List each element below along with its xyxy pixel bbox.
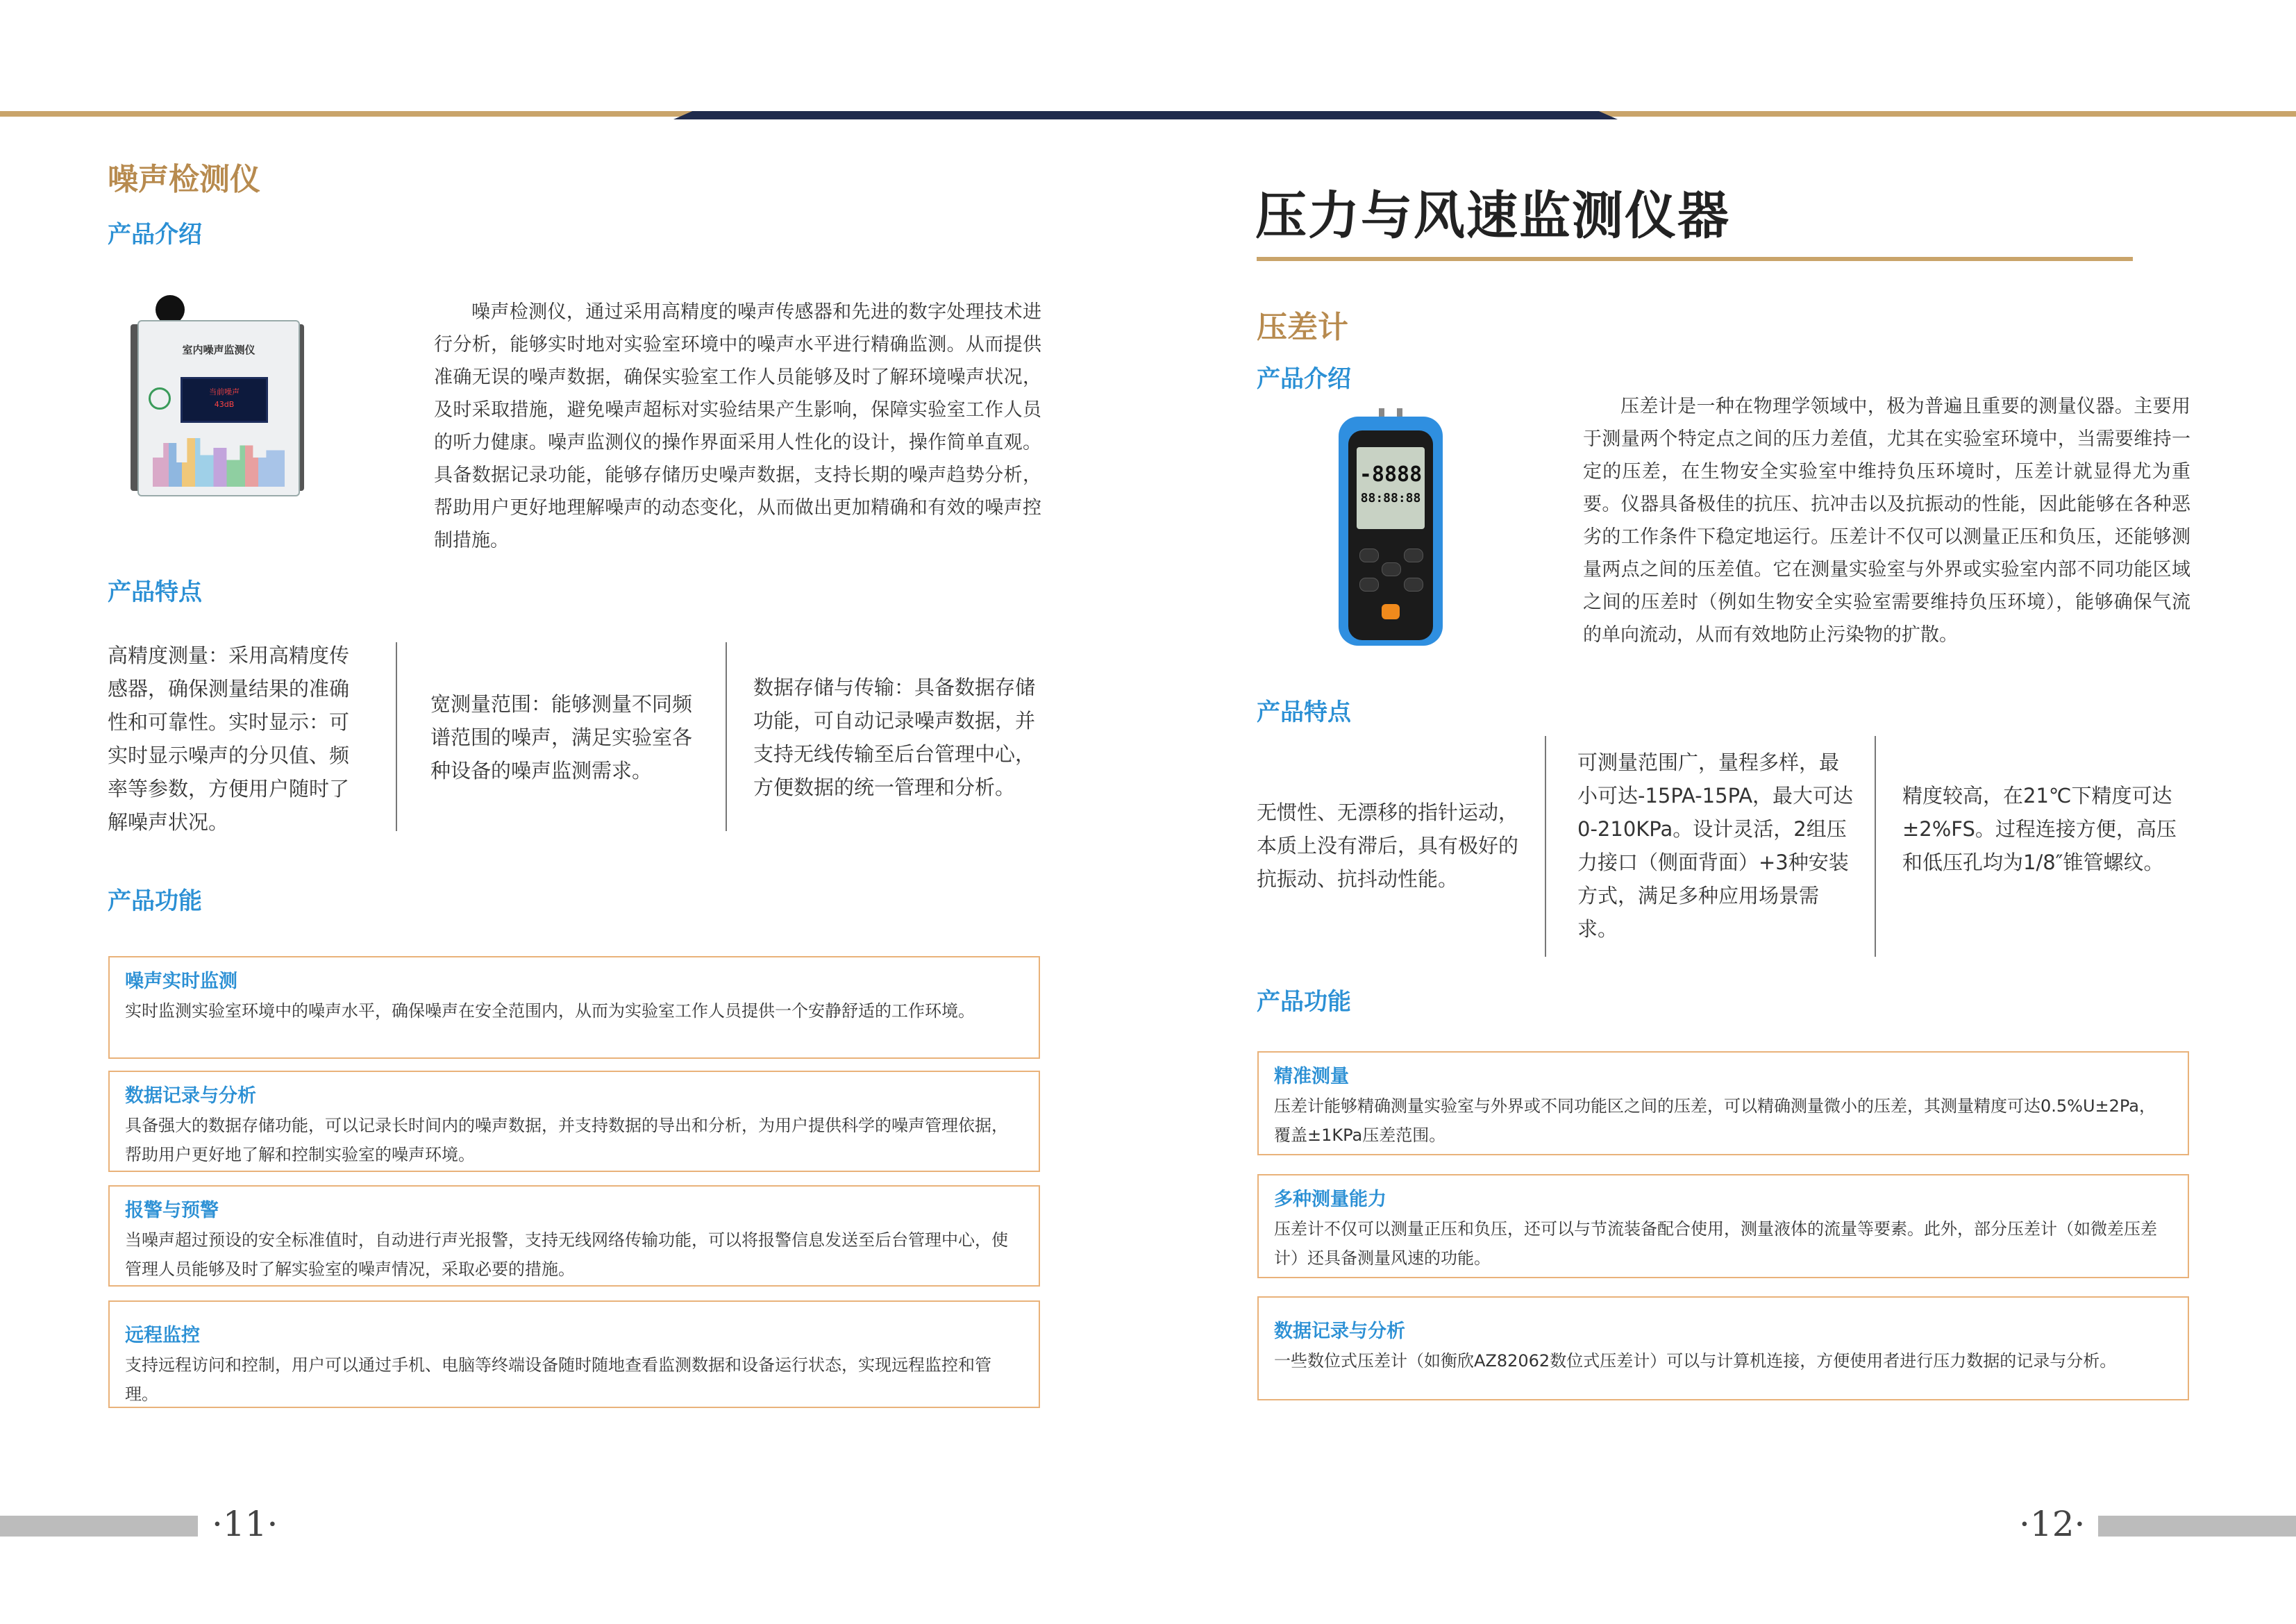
city-illustration <box>153 438 285 487</box>
function-text: 压差计不仅可以测量正压和负压，还可以与节流装备配合使用，测量液体的流量等要素。此外，部分压差计（如微差压差计）还具备测量风速的功能。 <box>1274 1219 2157 1268</box>
footer-bar-right <box>2098 1516 2296 1537</box>
right-section-title: 压差计 <box>1257 310 1348 345</box>
header-navy-bar <box>673 111 1618 119</box>
feature-divider <box>726 642 727 831</box>
function-title: 报警与预警 <box>125 1200 219 1221</box>
right-main-title: 压力与风速监测仪器 <box>1255 186 1730 246</box>
right-intro-heading: 产品介绍 <box>1257 365 1351 393</box>
noise-meter-image <box>131 316 304 496</box>
footer-bar-left <box>0 1516 198 1537</box>
left-features-heading: 产品特点 <box>108 578 202 606</box>
function-title: 远程监控 <box>125 1325 200 1346</box>
left-function-card <box>108 1300 1040 1408</box>
feature-divider <box>396 642 397 831</box>
page-number-right: ·12· <box>2019 1504 2086 1544</box>
function-title: 精准测量 <box>1274 1066 1349 1087</box>
function-title: 数据记录与分析 <box>125 1085 256 1107</box>
function-text: 当噪声超过预设的安全标准值时，自动进行声光报警，支持无线网络传输功能，可以将报警信息发送至后台管理中心，使管理人员能够及时了解实验室的噪声情况，采取必要的措施。 <box>125 1230 1008 1279</box>
feature-divider <box>1545 736 1546 957</box>
title-underline <box>1257 257 2133 261</box>
left-function-card <box>108 1071 1040 1172</box>
right-intro-text: 压差计是一种在物理学领域中，极为普遍且重要的测量仪器。主要用于测量两个特定点之间的压力差值，尤其在实验室环境中，当需要维持一定的压差，在生物安全实验室中维持负压环境时，压差计就显得尤为重要。仪器具备极佳的抗压、抗冲击以及抗振动的性能，因此能够在各种恶劣的工作条件下稳定地运行。压差计不仅可以测量正压和负压，还能够测量两点之间的压差值。它在测量实验室与外界或实验室内部不同功能区域之间的压差时（例如生物安全实验室需要维持负压环境），能够确保气流的单向流动，从而有效地防止污染物的扩散。 <box>1583 396 2190 646</box>
function-title: 多种测量能力 <box>1274 1189 1386 1210</box>
function-title: 数据记录与分析 <box>1274 1321 1405 1342</box>
function-text: 一些数位式压差计（如衡欣AZ82062数位式压差计）可以与计算机连接，方便使用者进行压力数据的记录与分析。 <box>1274 1351 2117 1371</box>
lcd-display: -8888 88:88:88 <box>1357 447 1425 529</box>
left-function-card <box>108 956 1040 1059</box>
device-label: 室内噪声监测仪 <box>182 344 255 356</box>
left-feature-2: 宽测量范围：能够测量不同频谱范围的噪声，满足实验室各种设备的噪声监测需求。 <box>430 692 693 782</box>
page-number-left: ·11· <box>212 1504 278 1544</box>
function-text: 支持远程访问和控制，用户可以通过手机、电脑等终端设备随时随地查看监测数据和设备运行状态，实现远程监控和管理。 <box>125 1355 991 1404</box>
left-feature-1: 高精度测量：采用高精度传感器，确保测量结果的准确性和可靠性。实时显示：可实时显示噪声的分贝值、频率等参数，方便用户随时了解噪声状况。 <box>108 644 350 834</box>
device-screen: 当前噪声 43dB <box>181 377 268 423</box>
right-features-heading: 产品特点 <box>1257 698 1351 726</box>
right-function-card <box>1257 1051 2189 1155</box>
right-function-card <box>1257 1174 2189 1278</box>
right-feature-2: 可测量范围广，量程多样，最小可达-15PA-15PA，最大可达0-210KPa。设计灵活，2组压力接口（侧面背面）+3种安装方式，满足多种应用场景需求。 <box>1577 751 1854 941</box>
feature-divider <box>1875 736 1876 957</box>
function-text: 压差计能够精确测量实验室与外界或不同功能区之间的压差，可以精确测量微小的压差，其测量精度可达0.5%U±2Pa，覆盖±1KPa压差范围。 <box>1274 1096 2156 1145</box>
left-section-title: 噪声检测仪 <box>108 162 260 197</box>
right-feature-3: 精度较高，在21℃下精度可达±2%FS。过程连接方便，高压和低压孔均为1/8″锥管螺纹。 <box>1902 784 2177 874</box>
power-button-icon <box>1382 604 1400 619</box>
right-functions-heading: 产品功能 <box>1257 988 1351 1016</box>
function-text: 实时监测实验室环境中的噪声水平，确保噪声在安全范围内，从而为实验室工作人员提供一个安静舒适的工作环境。 <box>125 1001 975 1021</box>
function-title: 噪声实时监测 <box>125 971 237 992</box>
pressure-gauge-image <box>1339 408 1443 648</box>
left-intro-heading: 产品介绍 <box>108 221 202 249</box>
left-function-card <box>108 1185 1040 1287</box>
right-feature-1: 无惯性、无漂移的指针运动，本质上没有滞后，具有极好的抗振动、抗抖动性能。 <box>1257 801 1519 891</box>
function-text: 具备强大的数据存储功能，可以记录长时间内的噪声数据，并支持数据的导出和分析，为用户提供科学的噪声管理依据，帮助用户更好地了解和控制实验室的噪声环境。 <box>125 1116 1008 1164</box>
right-function-card <box>1257 1296 2189 1400</box>
left-functions-heading: 产品功能 <box>108 887 202 915</box>
left-feature-3: 数据存储与传输：具备数据存储功能，可自动记录噪声数据，并支持无线传输至后台管理中心，方便数据的统一管理和分析。 <box>753 676 1036 799</box>
left-intro-text: 噪声检测仪，通过采用高精度的噪声传感器和先进的数字处理技术进行分析，能够实时地对实验室环境中的噪声水平进行精确监测。从而提供准确无误的噪声数据，确保实验室工作人员能够及时了解环境噪声状况，及时采取措施，避免噪声超标对实验结果产生影响，保障实验室工作人员的听力健康。噪声监测仪的操作界面采用人性化的设计，操作简单直观。具备数据记录功能，能够存储历史噪声数据，支持长期的噪声趋势分析，帮助用户更好地理解噪声的动态变化，从而做出更加精确和有效的噪声控制措施。 <box>434 301 1041 551</box>
brand-logo-icon <box>149 387 171 410</box>
